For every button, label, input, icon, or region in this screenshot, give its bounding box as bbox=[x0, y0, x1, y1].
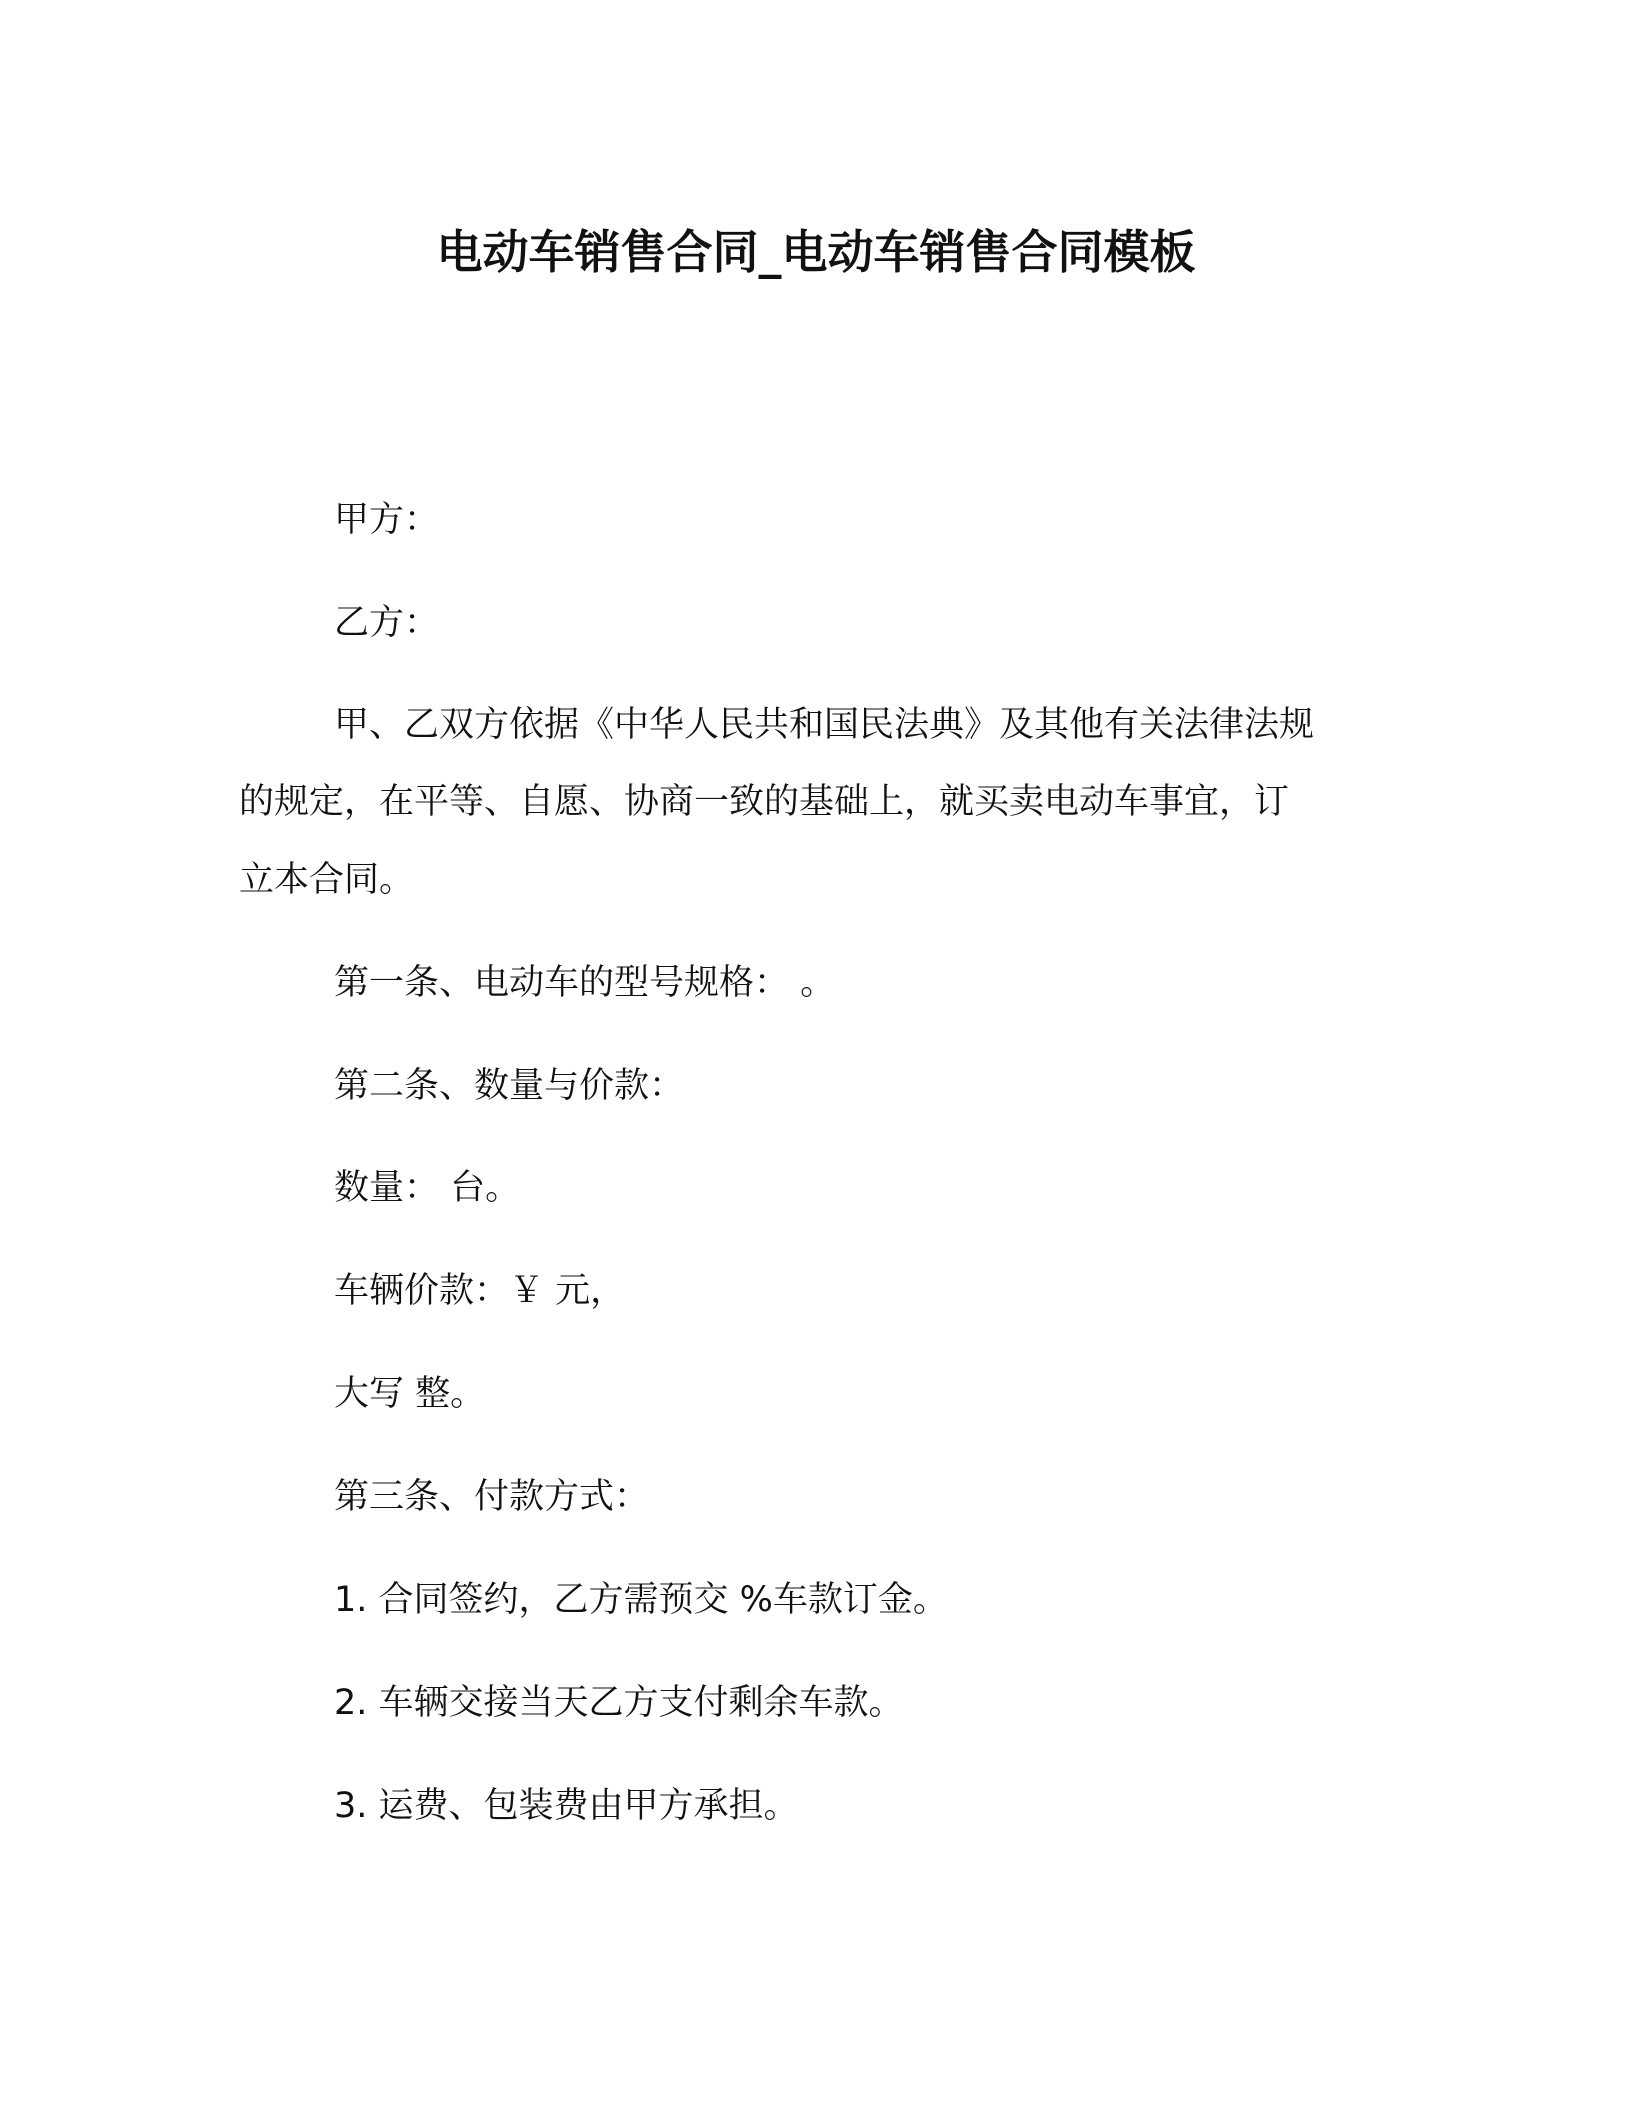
party-b-line: 乙方： bbox=[334, 603, 440, 643]
preamble-line-1: 甲、乙双方依据《中华人民共和国民法典》及其他有关法律法规 bbox=[334, 705, 1315, 745]
article-2: 第二条、数量与价款： bbox=[334, 1066, 685, 1106]
preamble-line-2: 的规定，在平等、自愿、协商一致的基础上，就买卖电动车事宜，订 bbox=[239, 782, 1290, 822]
payment-item-1: 1. 合同签约，乙方需预交 %车款订金。 bbox=[334, 1580, 948, 1620]
payment-item-2: 2. 车辆交接当天乙方支付剩余车款。 bbox=[334, 1683, 904, 1723]
article-1: 第一条、电动车的型号规格： 。 bbox=[334, 963, 836, 1003]
party-a-line: 甲方： bbox=[334, 500, 440, 540]
price-line: 车辆价款：￥ 元， bbox=[334, 1271, 626, 1311]
price-upper-line: 大写 整。 bbox=[334, 1374, 486, 1414]
preamble-line-3: 立本合同。 bbox=[239, 860, 415, 900]
article-3: 第三条、付款方式： bbox=[334, 1477, 650, 1517]
payment-item-3: 3. 运费、包装费由甲方承担。 bbox=[334, 1786, 799, 1826]
quantity-line: 数量： 台。 bbox=[334, 1168, 521, 1208]
document-title: 电动车销售合同_电动车销售合同模板 bbox=[436, 225, 1196, 279]
